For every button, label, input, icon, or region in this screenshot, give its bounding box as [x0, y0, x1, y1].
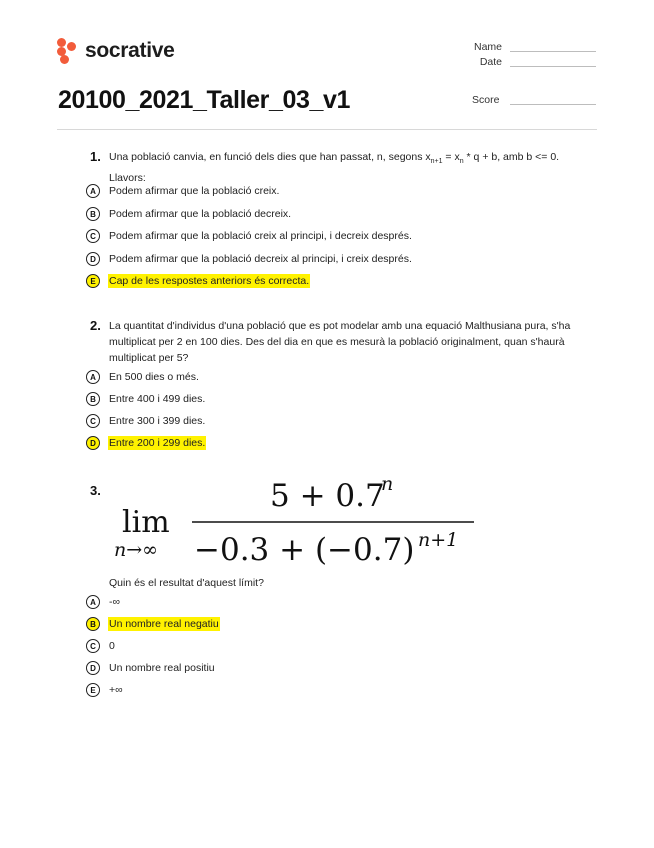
option-text-highlighted: Entre 200 i 299 dies.	[109, 437, 206, 449]
question-1-text: Una població canvia, en funció dels dies que han passat, n, segons $x_{n+1} = x_n * q + b$, amb b <= 0. Llavors:	[109, 151, 560, 185]
q3-option-b-correct	[86, 615, 220, 633]
question-2-text: La quantitat d'individus d'una població que es pot modelar amb una equació Malthusiana pura, s'ha multiplicat per 2 en 100 dies. Des del dia en que es mesurà la població originalment, quan s'haurà multiplicat per 5?	[109, 320, 571, 364]
q3-option-d	[86, 659, 216, 677]
formula-numerator-exponent: n	[381, 473, 394, 495]
question-3-text: Quin és el resultat d'aquest límit?	[109, 577, 264, 589]
option-text-highlighted: Un nombre real negatiu	[109, 618, 219, 630]
option-text: En 500 dies o més.	[109, 371, 199, 383]
option-text-highlighted: Cap de les respostes anteriors és correcta.	[109, 275, 310, 287]
date-label: Date	[479, 56, 502, 68]
formula-denominator-exponent: n+1	[418, 529, 459, 551]
option-letter-badge: D	[86, 661, 100, 675]
name-label: Name	[473, 41, 502, 53]
q2-option-d-correct	[86, 434, 206, 452]
score-label: Score	[472, 94, 500, 106]
q2-option-c	[86, 412, 206, 430]
question-3-number: 3.	[90, 483, 101, 498]
option-text: 0	[109, 640, 115, 652]
option-text: Podem afirmar que la població decreix.	[109, 208, 292, 220]
option-letter-badge: E	[86, 683, 100, 697]
date-field	[470, 56, 502, 68]
formula-numerator: 5 + 0.7	[270, 478, 385, 514]
formula-denominator: −0.3 + (−0.7)	[194, 532, 415, 568]
q1-option-b	[86, 205, 292, 223]
q1-option-c	[86, 227, 413, 245]
question-2-number: 2.	[90, 318, 101, 333]
option-text: Entre 300 i 399 dies.	[109, 415, 206, 427]
q1-option-e-correct	[86, 272, 310, 290]
option-text: +∞	[109, 684, 123, 696]
option-letter-badge: B	[86, 617, 100, 631]
question-1-number: 1.	[90, 149, 101, 164]
option-text: Entre 400 i 499 dies.	[109, 393, 206, 405]
q3-option-e	[86, 681, 124, 699]
q2-option-b	[86, 390, 206, 408]
date-line	[510, 66, 596, 67]
q1-option-a	[86, 182, 280, 200]
header-divider	[57, 129, 597, 130]
option-text: Podem afirmar que la població creix.	[109, 185, 280, 197]
q2-option-a	[86, 368, 200, 386]
q3-option-a	[86, 593, 121, 611]
name-line	[510, 51, 596, 52]
option-letter-badge: E	[86, 274, 100, 288]
q1-option-d	[86, 250, 413, 268]
option-text: Un nombre real positiu	[109, 662, 215, 674]
formula-lim-subscript: n→∞	[114, 539, 158, 561]
socrative-logo-mark-icon	[57, 38, 79, 64]
name-field	[470, 41, 502, 53]
option-letter-badge: D	[86, 252, 100, 266]
option-text: Podem afirmar que la població decreix al principi, i creix després.	[109, 253, 412, 265]
option-letter-badge: A	[86, 595, 100, 609]
option-text: Podem afirmar que la població creix al principi, i decreix després.	[109, 230, 412, 242]
option-letter-badge: C	[86, 229, 100, 243]
socrative-logo	[57, 37, 175, 65]
q3-option-c	[86, 637, 116, 655]
score-field	[472, 94, 499, 106]
limit-formula	[112, 470, 492, 580]
formula-lim: lim	[122, 505, 170, 540]
option-letter-badge: A	[86, 184, 100, 198]
score-line	[510, 104, 596, 105]
option-letter-badge: B	[86, 392, 100, 406]
brand-name: socrative	[85, 39, 175, 62]
option-letter-badge: B	[86, 207, 100, 221]
option-letter-badge: C	[86, 639, 100, 653]
quiz-title: 20100_2021_Taller_03_v1	[58, 86, 351, 114]
option-text: -∞	[109, 596, 120, 608]
option-letter-badge: D	[86, 436, 100, 450]
option-letter-badge: C	[86, 414, 100, 428]
option-letter-badge: A	[86, 370, 100, 384]
